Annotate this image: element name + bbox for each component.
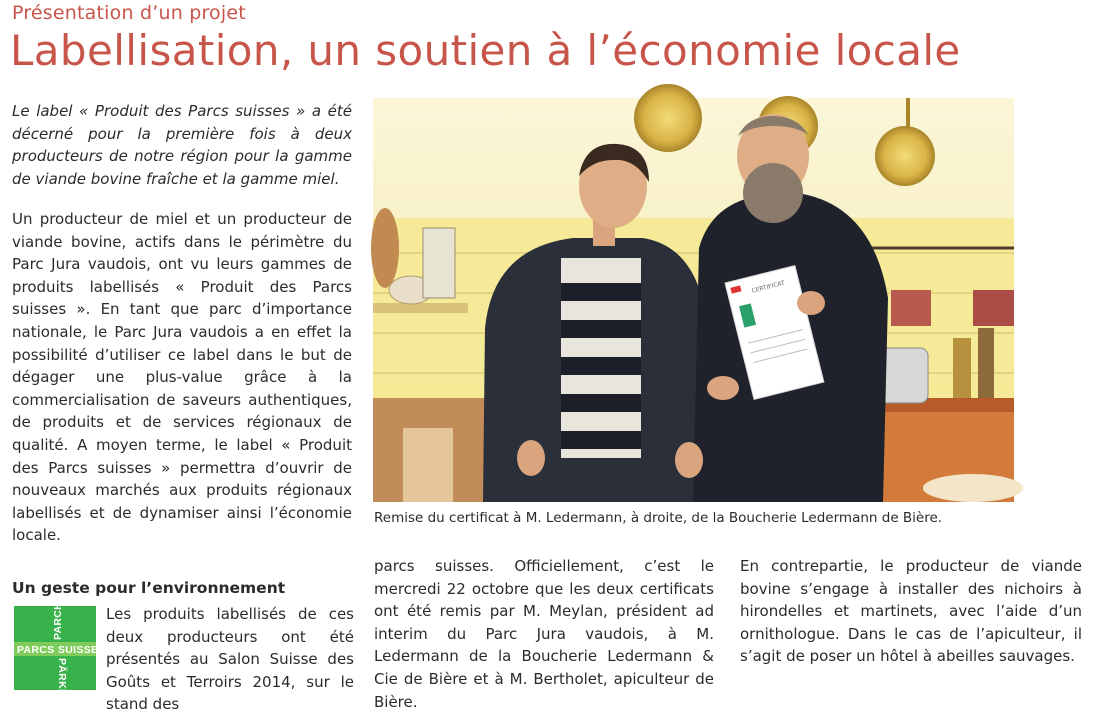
logo-word-parchi: PARCHI bbox=[52, 598, 64, 640]
certificate-label: CERTIFICAT bbox=[750, 279, 786, 295]
photo bbox=[373, 98, 1014, 502]
photo-caption: Remise du certificat à M. Ledermann, à droite, de la Boucherie Ledermann de Bière. bbox=[374, 510, 943, 526]
logo-word-parke: PÄRKE bbox=[56, 658, 68, 697]
body-paragraph: Un producteur de miel et un producteur de viande bovine, actifs dans le périmètre du Parc Jura vaudois, ont vu leurs gammes de produits labellisés « Produit des Parcs suisses ». En tant que parc d’importance nationale, le Parc Jura vaudois a en effet la possibilité d’utiliser ce label dans le but de dégager une plus-value grâce à la commercialisation de saveurs authentiques, de produits et de services régionaux de qualité. A moyen terme, le label « Produit des Parcs suisses » permettra d’ouvrir de nouveaux marchés aux produits régionaux labellisés et de dynamiser ainsi l’économie locale. bbox=[12, 210, 352, 545]
pan-1 bbox=[634, 84, 702, 152]
page-title: Labellisation, un soutien à l’économie locale bbox=[10, 26, 961, 75]
shelf bbox=[373, 303, 468, 313]
section-heading: Un geste pour l’environnement bbox=[12, 579, 286, 597]
logo-word-suisses: SUISSES bbox=[58, 644, 106, 656]
intro-paragraph: Le label « Produit des Parcs suisses » a été décerné pour la première fois à deux producteurs de notre région pour la gamme de viande bovine fraîche et la gamme miel. bbox=[12, 102, 352, 188]
section-paragraph-continued: parcs suisses. Officiellement, c’est le mercredi 22 octobre que les deux certificats ont été remis par M. Meylan, président ad interim du Parc Jura vaudois, à M. Ledermann de la Boucherie Ledermann & Cie de Bière et à M. Bertholet, apiculteur de Bière. bbox=[374, 557, 714, 711]
pan-3 bbox=[875, 126, 935, 186]
logo-word-parcs: PARCS bbox=[17, 644, 55, 656]
section-paragraph-start: Les produits labellisés de ces deux producteurs ont été présentés au Salon Suisse des Goûts et Terroirs 2014, sur le stand des bbox=[106, 605, 354, 714]
parcs-suisses-logo bbox=[14, 598, 106, 697]
section-paragraph-2: En contrepartie, le producteur de viande bovine s’engage à installer des nichoirs à hirondelles et martinets, avec l’aide d’un ornithologue. Dans le cas de l’apiculteur, il s’agit de poser un hôtel à abeilles sauvages. bbox=[740, 557, 1082, 666]
photo-illustration bbox=[373, 98, 1014, 502]
kicker: Présentation d’un projet bbox=[12, 2, 246, 24]
